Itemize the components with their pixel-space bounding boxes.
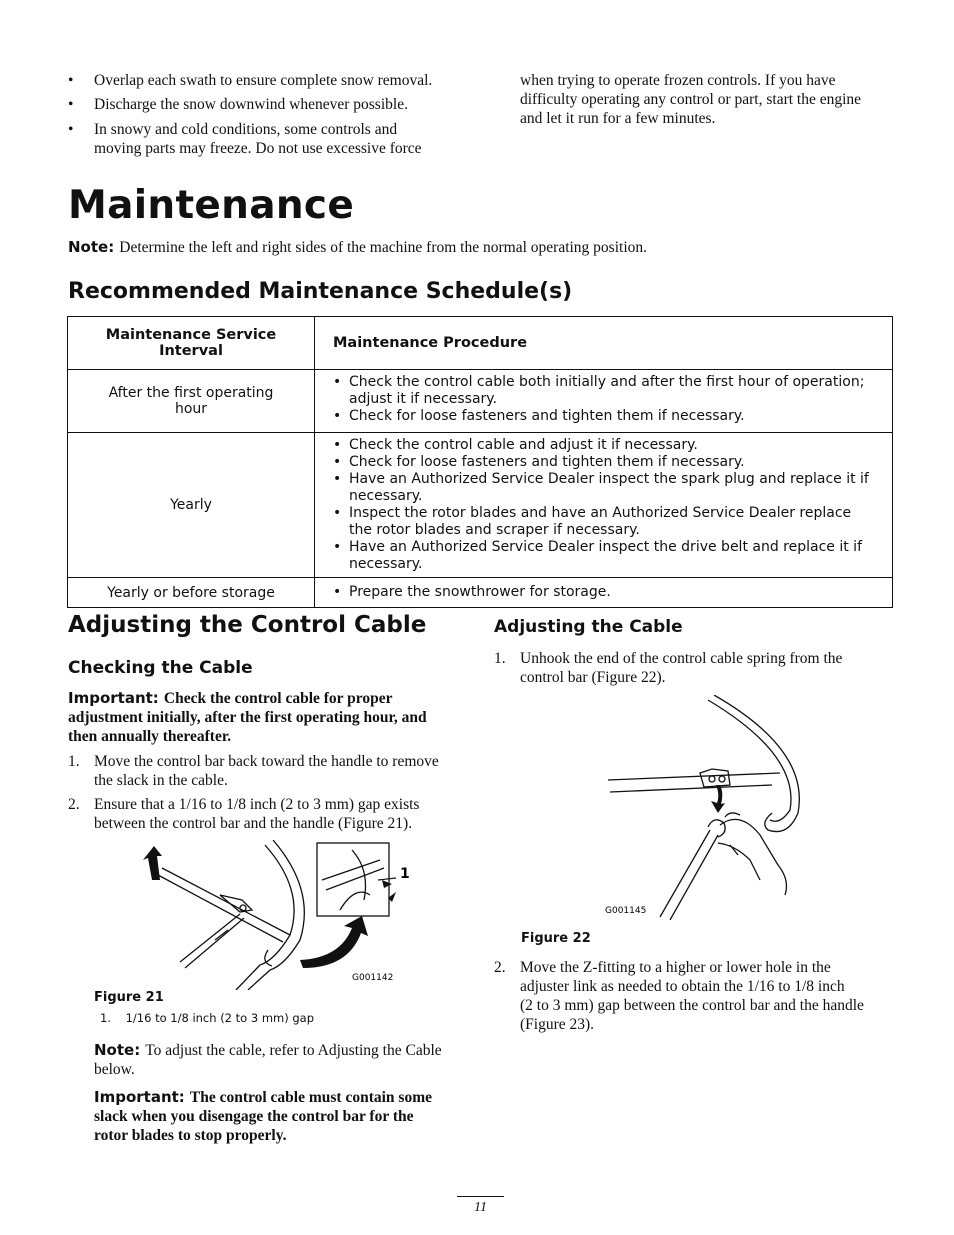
interval-cell: Yearly <box>68 433 315 578</box>
bullet-symbol: • <box>68 121 74 138</box>
bullet-text: moving parts may freeze. Do not use excessive force <box>94 140 422 157</box>
step-text: the slack in the cable. <box>94 772 228 789</box>
intro-continuation <box>520 71 910 128</box>
figure-21-code: G001142 <box>352 973 394 983</box>
checking-heading: Checking the Cable <box>68 658 253 678</box>
step-number: 2. <box>494 959 506 976</box>
important-text: then annually thereafter. <box>68 728 232 745</box>
page-title: Maintenance <box>68 183 355 228</box>
table-header-row <box>68 317 893 370</box>
figure-21-illustration <box>140 840 420 990</box>
text-line: and let it run for a few minutes. <box>520 110 716 127</box>
figure-22-illustration <box>600 695 820 920</box>
interval-cell: After the first operating hour <box>68 370 315 433</box>
note <box>94 1040 474 1079</box>
important-text: adjustment initially, after the first operating hour, and <box>68 709 427 726</box>
step-item <box>68 752 478 792</box>
important-notice <box>94 1087 474 1145</box>
step-text: Move the Z-fitting to a higher or lower hole in the <box>520 959 831 976</box>
step-item <box>494 649 904 689</box>
step-text: adjuster link as needed to obtain the 1/16 to 1/8 inch <box>520 978 845 995</box>
important-text: The control cable must contain some <box>189 1089 432 1106</box>
figure-22-caption: Figure 22 <box>521 931 591 946</box>
procedure-item: • Have an Authorized Service Dealer inspect the drive belt and replace it if necessary. <box>333 539 878 573</box>
bullet-symbol: • <box>68 72 74 89</box>
figure-22-code: G001145 <box>605 906 647 916</box>
table-row <box>68 433 893 578</box>
procedure-item: • Inspect the rotor blades and have an Authorized Service Dealer replace the rotor blades and scraper if necessary. <box>333 505 878 539</box>
footer-rule <box>457 1196 504 1197</box>
intro-bullet <box>68 120 488 160</box>
adjusting-heading: Adjusting the Control Cable <box>68 612 427 638</box>
important-label: Important: <box>68 689 159 707</box>
important-text: rotor blades to stop properly. <box>94 1127 287 1144</box>
procedure-item: • Check for loose fasteners and tighten them if necessary. <box>333 408 878 425</box>
important-text: slack when you disengage the control bar for the <box>94 1108 414 1125</box>
bullet-text: Discharge the snow downwind whenever possible. <box>94 96 408 113</box>
column-header-interval: Maintenance Service Interval <box>68 317 315 370</box>
column-header-procedure: Maintenance Procedure <box>315 317 893 370</box>
step-item <box>494 958 904 1038</box>
procedure-item: • Check for loose fasteners and tighten them if necessary. <box>333 454 878 471</box>
interval-cell: Yearly or before storage <box>68 578 315 608</box>
maintenance-schedule-table <box>67 316 893 608</box>
table-row <box>68 578 893 608</box>
table-row <box>68 370 893 433</box>
intro-bullet <box>68 95 488 114</box>
step-number: 1. <box>494 650 506 667</box>
page-number: 11 <box>474 1200 487 1215</box>
note-text: Determine the left and right sides of the machine from the normal operating position. <box>119 239 648 256</box>
intro-bullet <box>68 71 488 90</box>
bullet-text: Overlap each swath to ensure complete snow removal. <box>94 72 433 89</box>
figure-21-legend: 1. 1/16 to 1/8 inch (2 to 3 mm) gap <box>100 1011 315 1025</box>
figure-21-caption: Figure 21 <box>94 990 164 1005</box>
step-text: control bar (Figure 22). <box>520 669 666 686</box>
step-text: Unhook the end of the control cable spring from the <box>520 650 843 667</box>
procedure-item: • Have an Authorized Service Dealer inspect the spark plug and replace it if necessary. <box>333 471 878 505</box>
procedure-item: • Check the control cable and adjust it if necessary. <box>333 437 878 454</box>
step-number: 2. <box>68 796 80 813</box>
step-text: between the control bar and the handle (Figure 21). <box>94 815 413 832</box>
schedule-heading: Recommended Maintenance Schedule(s) <box>68 279 573 304</box>
note-label: Note: <box>94 1041 141 1059</box>
bullet-symbol: • <box>68 96 74 113</box>
note-label: Note: <box>68 238 115 256</box>
procedure-cell <box>315 578 893 608</box>
text-line: difficulty operating any control or part, start the engine <box>520 91 862 108</box>
step-text: Ensure that a 1/16 to 1/8 inch (2 to 3 mm) gap exists <box>94 796 420 813</box>
procedure-item: • Check the control cable both initially and after the first hour of operation; adjust it if necessary. <box>333 374 878 408</box>
step-text: Move the control bar back toward the handle to remove <box>94 753 439 770</box>
figure-21-callout: 1 <box>400 866 410 882</box>
note-text: To adjust the cable, refer to Adjusting the Cable <box>145 1042 442 1059</box>
procedure-cell <box>315 370 893 433</box>
procedure-item: • Prepare the snowthrower for storage. <box>333 584 878 601</box>
important-notice <box>68 688 478 746</box>
step-number: 1. <box>68 753 80 770</box>
adjust-cable-heading: Adjusting the Cable <box>494 617 683 637</box>
step-text: (Figure 23). <box>520 1016 595 1033</box>
step-item <box>68 795 478 835</box>
text-line: when trying to operate frozen controls. If you have <box>520 72 836 89</box>
bullet-text: In snowy and cold conditions, some controls and <box>94 121 398 138</box>
note-text: below. <box>94 1061 135 1078</box>
important-text: Check the control cable for proper <box>163 690 393 707</box>
procedure-cell <box>315 433 893 578</box>
step-text: (2 to 3 mm) gap between the control bar and the handle <box>520 997 864 1014</box>
important-label: Important: <box>94 1088 185 1106</box>
note <box>68 237 647 257</box>
page-title-wrap <box>68 183 354 228</box>
